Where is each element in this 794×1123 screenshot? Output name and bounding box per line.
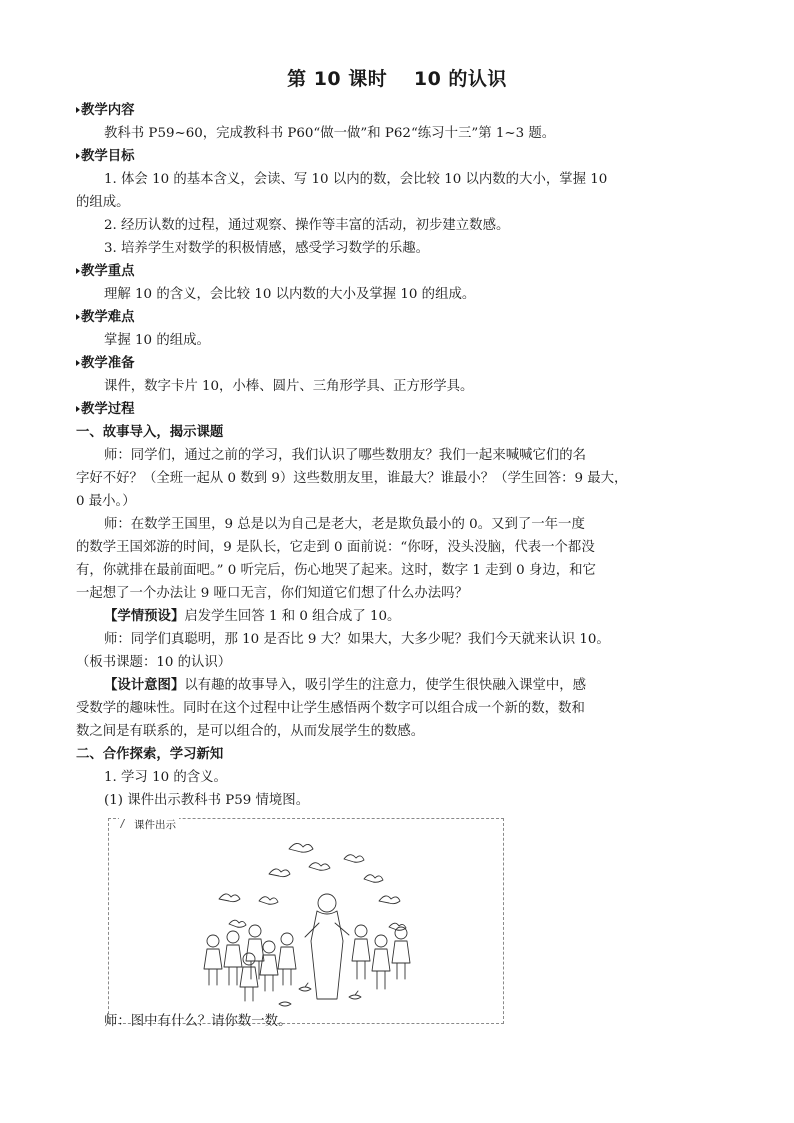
- key-text: 理解 10 的含义，会比较 10 以内数的大小及掌握 10 的组成。: [104, 287, 476, 302]
- bullet-icon: [76, 314, 80, 320]
- step-1-sub: (1) 课件出示教科书 P59 情境图。: [104, 793, 310, 808]
- note-label: 【学情预设】: [104, 609, 185, 624]
- content-text: 教科书 P59~60，完成教科书 P60“做一做”和 P62“练习十三”第 1~3 题。: [104, 126, 556, 141]
- note-label: 【设计意图】: [104, 678, 185, 693]
- paragraph-line: 师：同学们，通过之前的学习，我们认识了哪些数朋友？我们一起来喊喊它们的名: [104, 448, 587, 463]
- paragraph-line: 师：同学们真聪明，那 10 是否比 9 大？如果大，大多少呢？我们今天就来认识 10。: [104, 632, 610, 647]
- bullet-icon: [76, 107, 80, 113]
- part1-heading: 一、故事导入，揭示课题: [76, 425, 224, 440]
- bullet-icon: [76, 360, 80, 366]
- paragraph-line: 一起想了一个办法让 9 哑口无言，你们知道它们想了什么办法吗？: [76, 586, 468, 601]
- paragraph-line: 0 最小。）: [76, 494, 136, 509]
- section-heading-content: 教学内容: [76, 102, 135, 120]
- step-1: 1. 学习 10 的含义。: [104, 770, 227, 785]
- page-title: 第 10 课时 10 的认识: [287, 68, 507, 90]
- section-heading-goals: 教学目标: [76, 148, 135, 166]
- goal-1-line-2: 的组成。: [76, 195, 130, 210]
- part2-heading: 二、合作探索，学习新知: [76, 747, 224, 762]
- student-preview-note: 【学情预设】启发学生回答 1 和 0 组合成了 10。: [104, 609, 401, 624]
- section-heading-difficulty: 教学难点: [76, 309, 135, 327]
- section-heading-process: 教学过程: [76, 401, 135, 419]
- preparation-text: 课件，数字卡片 10，小棒、圆片、三角形学具、正方形学具。: [104, 379, 474, 394]
- goal-2: 2. 经历认数的过程，通过观察、操作等丰富的活动，初步建立数感。: [104, 218, 510, 233]
- cut-off-text-line: 师：图中有什么？请你数一数。: [104, 1014, 292, 1029]
- design-intent-note: 【设计意图】以有趣的故事导入，吸引学生的注意力，使学生很快融入课堂中，感: [104, 678, 587, 693]
- scene-illustration: [108, 818, 504, 1024]
- figure-label: 课件出示: [119, 817, 179, 832]
- paragraph-line: 数之间是有联系的，是可以组合的，从而发展学生的数感。: [76, 724, 425, 739]
- paragraph-line: 有，你就排在最前面吧。” 0 听完后，伤心地哭了起来。这时，数字 1 走到 0 身边，和它: [76, 563, 596, 578]
- paragraph-line: 的数学王国郊游的时间，9 是队长，它走到 0 面前说：“你呀，没头没脑，代表一个都没: [76, 540, 595, 555]
- section-heading-key: 教学重点: [76, 263, 135, 281]
- paragraph-line: 受数学的趣味性。同时在这个过程中让学生感悟两个数字可以组合成一个新的数，数和: [76, 701, 585, 716]
- paragraph-line: 师：在数学王国里，9 总是以为自己是老大，老是欺负最小的 0。又到了一年一度: [104, 517, 585, 532]
- goal-1-line-1: 1. 体会 10 的基本含义，会读、写 10 以内的数，会比较 10 以内数的大小，掌握 10: [104, 172, 608, 187]
- goal-3: 3. 培养学生对数学的积极情感，感受学习数学的乐趣。: [104, 241, 430, 256]
- children-and-doves-illustration: [109, 819, 503, 1023]
- section-heading-preparation: 教学准备: [76, 355, 135, 373]
- bullet-icon: [76, 268, 80, 274]
- bullet-icon: [76, 406, 80, 412]
- difficulty-text: 掌握 10 的组成。: [104, 333, 210, 348]
- paragraph-line: 字好不好？（全班一起从 0 数到 9）这些数朋友里，谁最大？谁最小？（学生回答：9 最大，: [76, 471, 628, 486]
- bullet-icon: [76, 153, 80, 159]
- paragraph-line: （板书课题：10 的认识）: [76, 655, 232, 670]
